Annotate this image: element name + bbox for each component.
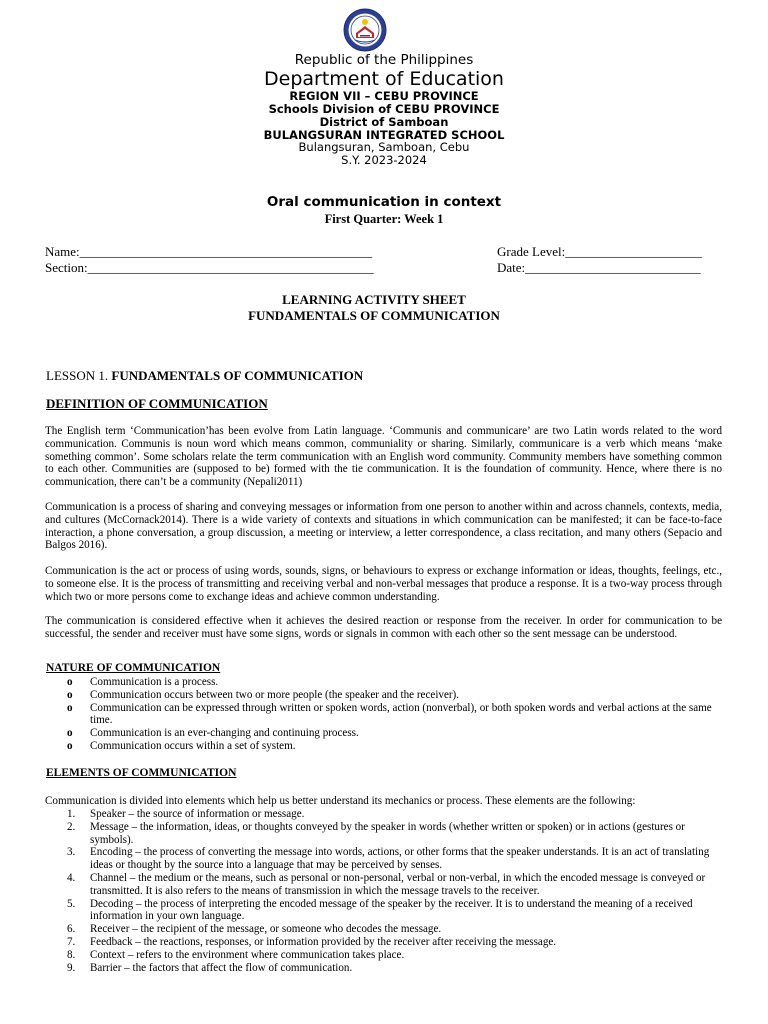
list-item-text: Decoding – the process of interpreting the encoded message of the speaker by the receiver. It is to understand the meaning of a received information in your own language. (90, 897, 693, 923)
list-item-text: Receiver – the recipient of the message, or someone who decodes the message. (90, 923, 442, 936)
department-title: Department of Education (264, 68, 504, 90)
republic-line: Republic of the Philippines (294, 52, 474, 68)
bullet-marker: o (67, 701, 73, 714)
item-number: 9. (67, 961, 76, 974)
bullet-marker: o (67, 739, 73, 752)
sheet-subtitle: FUNDAMENTALS OF COMMUNICATION (248, 308, 500, 323)
list-item-text: Feedback – the reactions, responses, or information provided by the receiver after receiving the message. (90, 935, 557, 948)
nature-list (45, 676, 725, 753)
list-item (45, 821, 725, 847)
elements-list (45, 808, 725, 974)
list-item-text: Message – the information, ideas, or thoughts conveyed by the speaker in words (whether written or spoken) or in actions (gestures or symbols). (90, 820, 685, 846)
definition-paragraph: Communication is the act or process of using words, sounds, signs, or behaviours to express or exchange information or ideas, thoughts, feelings, etc., to someone else. It is the process of transmitting and receiving verbal and non-verbal messages that produce a response. It is a two-way process through which two or more persons come to exchange ideas and achieve common understanding. (45, 565, 722, 603)
list-item (45, 740, 725, 753)
grade-level-field: Grade Level:_____________________ (497, 244, 702, 259)
list-item (45, 923, 725, 936)
list-item-text: Speaker – the source of information or message. (90, 808, 305, 820)
definition-paragraph: The English term ‘Communication’has been evolve from Latin language. ‘Communis and communicare’ are two Latin words related to the word communication. Communis is noun word which means common, communiality or sharing. Similarly, communicare is a verb which means ‘make something common’. Some scholars relate the term communication with an English word community. Community members have something common to each other. Communities are (supposed to be) formed with the tie communication. It is the foundation of community. Hence, where there is no communication, there can’t be a community (Nepali2011) (45, 425, 722, 489)
seal (338, 8, 392, 52)
list-item (45, 949, 725, 962)
region-line: REGION VII – CEBU PROVINCE (289, 89, 479, 103)
list-item (45, 702, 725, 728)
list-item-text: Encoding – the process of converting the message into words, actions, or other forms that the speaker understands. It is an act of translating ideas or thought by the source into a language that may be perceived by senses. (90, 846, 710, 872)
list-item (45, 676, 725, 689)
list-item (45, 808, 725, 821)
name-field: Name:_____________________________________________ (45, 244, 373, 259)
list-item (45, 898, 725, 924)
bullet-marker: o (67, 676, 73, 688)
item-number: 1. (67, 808, 76, 820)
school-name: BULANGSURAN INTEGRATED SCHOOL (263, 128, 505, 142)
list-item-text: Barrier – the factors that affect the flow of communication. (90, 961, 353, 974)
bullet-marker: o (67, 727, 73, 740)
district-line: District of Samboan (319, 115, 449, 129)
lesson-prefix: LESSON 1. (46, 368, 112, 383)
item-number: 2. (67, 820, 76, 833)
item-number: 3. (67, 846, 76, 859)
section-field: Section:____________________________________________ (45, 260, 374, 275)
list-item-text: Communication is an ever-changing and continuing process. (90, 727, 359, 740)
definition-paragraph: The communication is considered effective when it achieves the desired reaction or response from the receiver. In order for communication to be successful, the sender and receiver must have some signs, words or signals in common with each other so the sent message can be understood. (45, 615, 722, 640)
list-item-text: Communication is a process. (90, 676, 219, 688)
list-item-text: Channel – the medium or the means, such as personal or non-personal, verbal or non-verbal, in which the encoded message is conveyed or transmitted. It is also refers to the means of transmission in which the message travels to the receiver. (90, 871, 706, 897)
division-line: Schools Division of CEBU PROVINCE (268, 102, 500, 116)
list-item (45, 689, 725, 702)
quarter-line: First Quarter: Week 1 (324, 212, 444, 226)
deped-seal-icon (343, 8, 387, 52)
sheet-title: LEARNING ACTIVITY SHEET (282, 292, 466, 307)
school-address: Bulangsuran, Samboan, Cebu (298, 140, 470, 154)
subject-title: Oral communication in context (266, 194, 502, 210)
list-item (45, 872, 725, 898)
nature-heading: NATURE OF COMMUNICATION (46, 662, 221, 674)
date-field: Date:___________________________ (497, 260, 701, 275)
item-number: 8. (67, 948, 76, 961)
item-number: 5. (67, 897, 76, 910)
list-item (45, 727, 725, 740)
elements-intro: Communication is divided into elements which help us better understand its mechanics or process. These elements are the following: (45, 795, 636, 807)
list-item (45, 936, 725, 949)
list-item-text: Communication occurs within a set of system. (90, 739, 296, 752)
list-item-text: Communication occurs between two or more people (the speaker and the receiver). (90, 688, 460, 701)
lesson-heading (46, 369, 363, 382)
list-item (45, 962, 725, 975)
definition-paragraph: Communication is a process of sharing and conveying messages or information from one person to another within and across channels, contexts, media, and cultures (McCornack2014). There is a wide variety of contexts and situations in which communication can be manifested; it can be face-to-face interaction, a phone conversation, a group discussion, a meeting or interview, a letter correspondence, a class recitation, and many others (Sepacio and Balgos 2016). (45, 501, 722, 552)
list-item (45, 846, 725, 872)
item-number: 4. (67, 871, 76, 884)
lesson-title: FUNDAMENTALS OF COMMUNICATION (111, 368, 364, 383)
definition-heading: DEFINITION OF COMMUNICATION (46, 396, 268, 411)
school-year: S.Y. 2023-2024 (341, 153, 427, 167)
list-item-text: Context – refers to the environment where communication takes place. (90, 948, 405, 961)
elements-heading: ELEMENTS OF COMMUNICATION (46, 767, 237, 779)
bullet-marker: o (67, 688, 73, 701)
item-number: 6. (67, 923, 76, 936)
list-item-text: Communication can be expressed through written or spoken words, action (nonverbal), or both spoken words and verbal actions at the same time. (90, 701, 712, 727)
item-number: 7. (67, 935, 76, 948)
